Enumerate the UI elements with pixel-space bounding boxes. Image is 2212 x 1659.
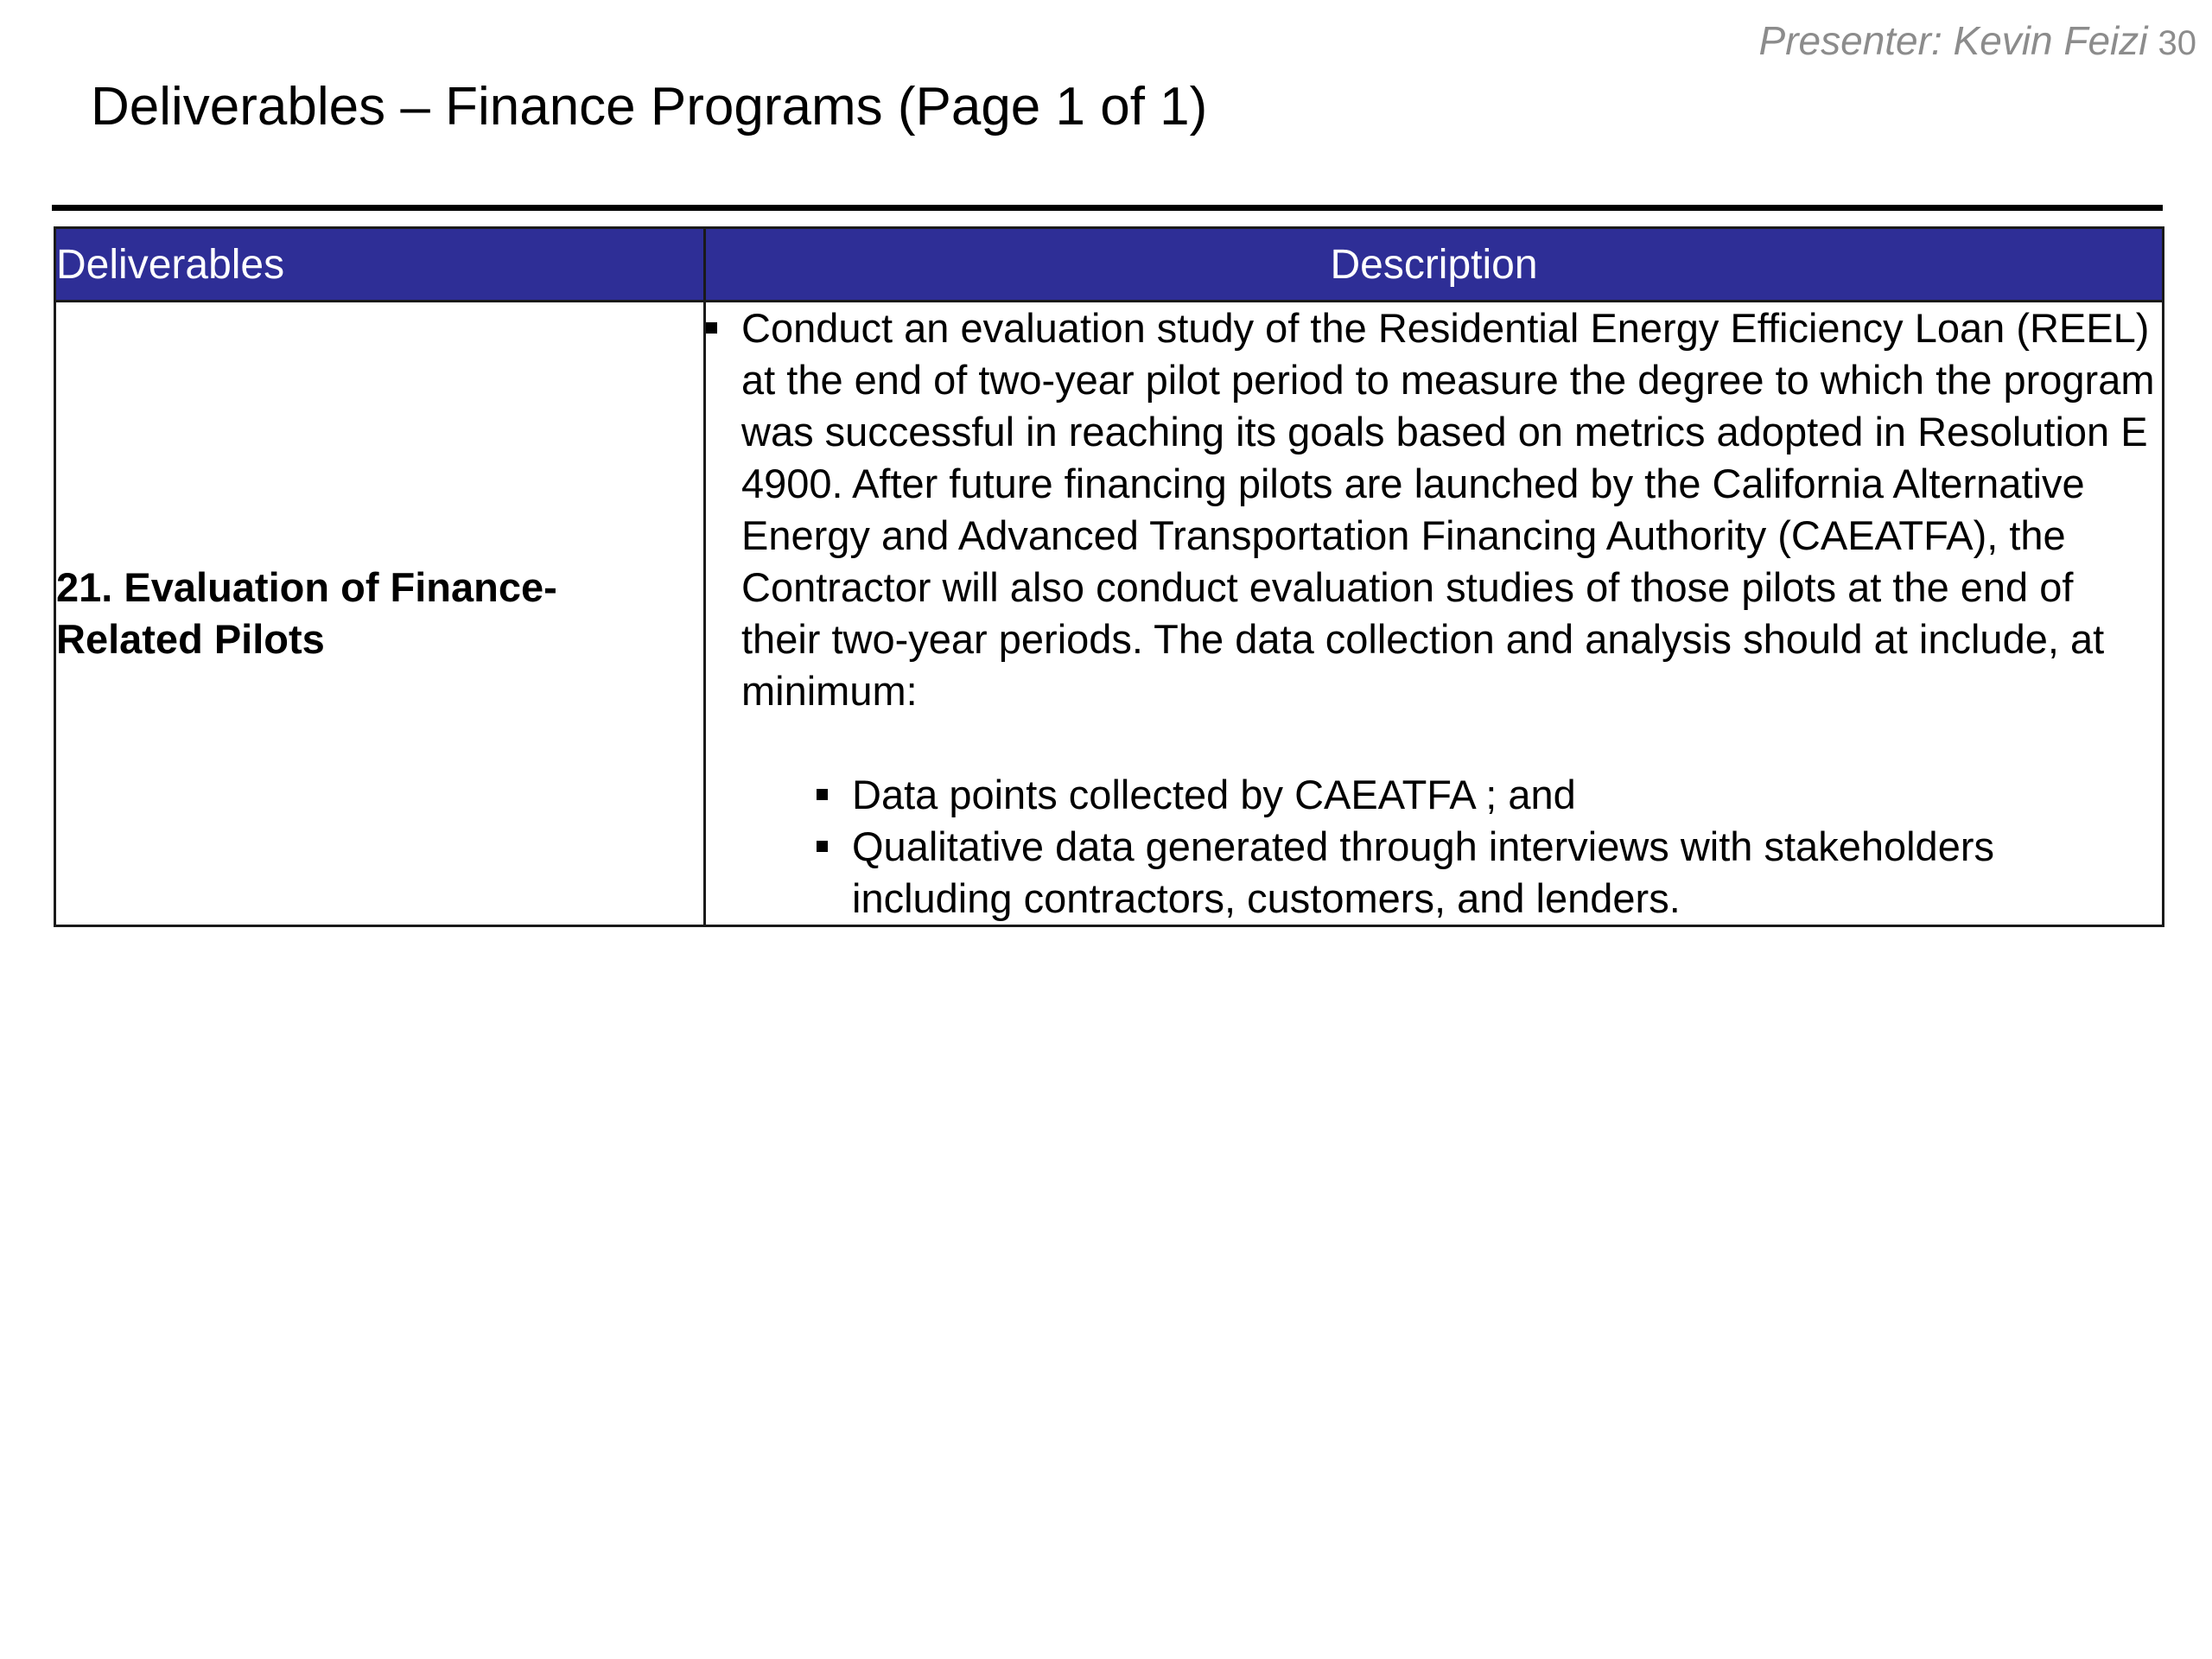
description-cell — [705, 302, 2164, 926]
sub-bullet-text: Qualitative data generated through interviews with stakeholders including contractors, customers, and lenders. — [852, 823, 1994, 921]
column-header-description: Description — [705, 228, 2164, 302]
square-bullet-icon — [706, 322, 717, 334]
title-divider — [52, 205, 2163, 211]
sub-bullet-text: Data points collected by CAEATFA ; and — [852, 772, 1576, 817]
deliverables-table — [54, 226, 2164, 927]
sub-bullet-item — [817, 769, 2162, 821]
description-text: Conduct an evaluation study of the Residential Energy Efficiency Loan (REEL) at the end of two-year pilot period to measure the degree to which the program was successful in reaching its goals based on metrics adopted in Resolution E 4900. After future financing pilots are launched by the California Alternative Energy and Advanced Transportation Financing Authority (CAEATFA), the Contractor will also conduct evaluation studies of those pilots at the end of their two-year periods. The data collection and analysis should at include, at minimum: — [741, 305, 2155, 714]
page-number: 30 — [2158, 24, 2196, 62]
table-header-row — [55, 228, 2164, 302]
description-bullet — [706, 302, 2162, 717]
column-header-deliverables: Deliverables — [55, 228, 705, 302]
sub-bullet-item — [817, 821, 2162, 925]
deliverable-cell: 21. Evaluation of Finance-Related Pilots — [55, 302, 705, 926]
presenter-line — [1759, 17, 2196, 64]
sub-bullet-list — [706, 769, 2162, 925]
square-bullet-icon — [817, 841, 828, 852]
square-bullet-icon — [817, 789, 828, 800]
page-title: Deliverables – Finance Programs (Page 1 of 1) — [91, 77, 1208, 137]
table-row — [55, 302, 2164, 926]
presenter-name: Presenter: Kevin Feizi — [1758, 18, 2148, 63]
